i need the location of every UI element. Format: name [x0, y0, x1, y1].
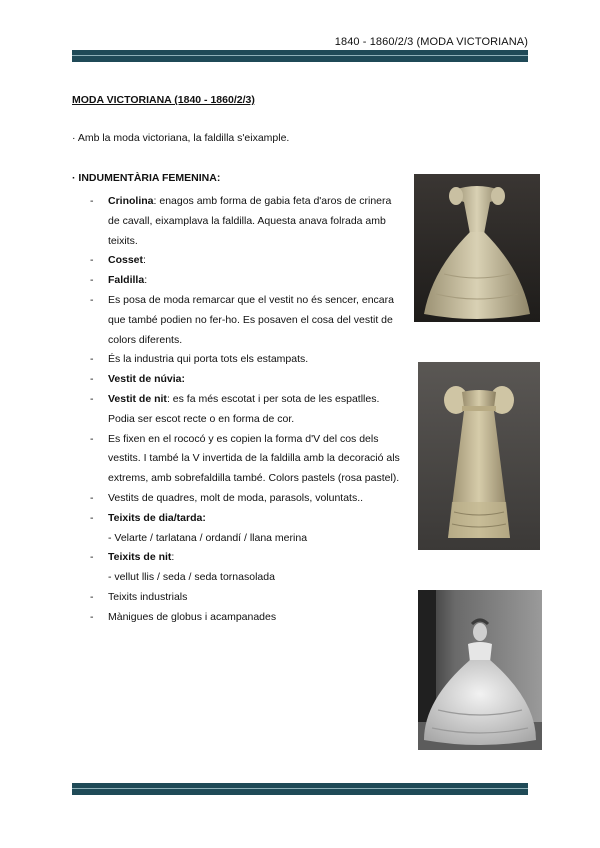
gown-photo-crinoline — [414, 174, 540, 322]
sub-line: - vellut llis / seda / seda tornasolada — [108, 571, 275, 584]
footer-band — [72, 783, 528, 795]
dress-image — [418, 362, 540, 550]
list-item: - Vestits de quadres, molt de moda, parasols, voluntats.. — [90, 491, 364, 504]
bullet-list — [90, 192, 400, 628]
list-item: - Cosset: — [90, 254, 146, 267]
gown-photo-empire — [418, 362, 540, 550]
portrait-photo — [418, 590, 542, 750]
list-item: - Vestit de nit: es fa més escotat i per sota de les espatlles. Podia ser escot recte o en forma de cor. — [90, 392, 380, 425]
intro-paragraph: · Amb la moda victoriana, la faldilla s'eixample. — [72, 132, 290, 144]
list-item: - Teixits industrials — [90, 590, 188, 603]
list-item: - Mànigues de globus i acampanades — [90, 610, 277, 623]
list-item: - És la industria qui porta tots els estampats. — [90, 353, 309, 366]
document-title: MODA VICTORIANA (1840 - 1860/2/3) — [72, 94, 255, 106]
list-item: - Crinolina: enagos amb forma de gabia feta d'aros de crinera de cavall, eixamplava la faldilla. Aquesta anava folrada amb teixits. — [90, 195, 392, 247]
list-item: - Teixits de nit: - vellut llis / seda / seda tornasolada — [90, 548, 400, 588]
running-header: 1840 - 1860/2/3 (MODA VICTORIANA) — [334, 36, 528, 48]
list-item: - Es fixen en el rococó y es copien la forma d'V del cos dels vestits. I també la V invertida de la faldilla amb la decoració als extrems, amb sobrefaldilla també. Colors pastels (rosa pastel). — [90, 432, 400, 485]
list-item: - Vestit de núvia: — [90, 373, 186, 386]
list-item: - Es posa de moda remarcar que el vestit no és sencer, encara que també podien no fer-ho. Es posaven el cosa del vestit de colors diferents. — [90, 293, 394, 346]
dress-image — [414, 174, 540, 322]
header-band — [72, 50, 528, 62]
portrait-image — [418, 590, 542, 750]
list-item: - Faldilla: — [90, 274, 148, 287]
list-item: - Teixits de dia/tarda: - Velarte / tarlatana / ordandí / llana merina — [90, 509, 400, 549]
section-heading: · INDUMENTÀRIA FEMENINA: — [72, 172, 221, 184]
sub-line: - Velarte / tarlatana / ordandí / llana merina — [108, 531, 308, 544]
